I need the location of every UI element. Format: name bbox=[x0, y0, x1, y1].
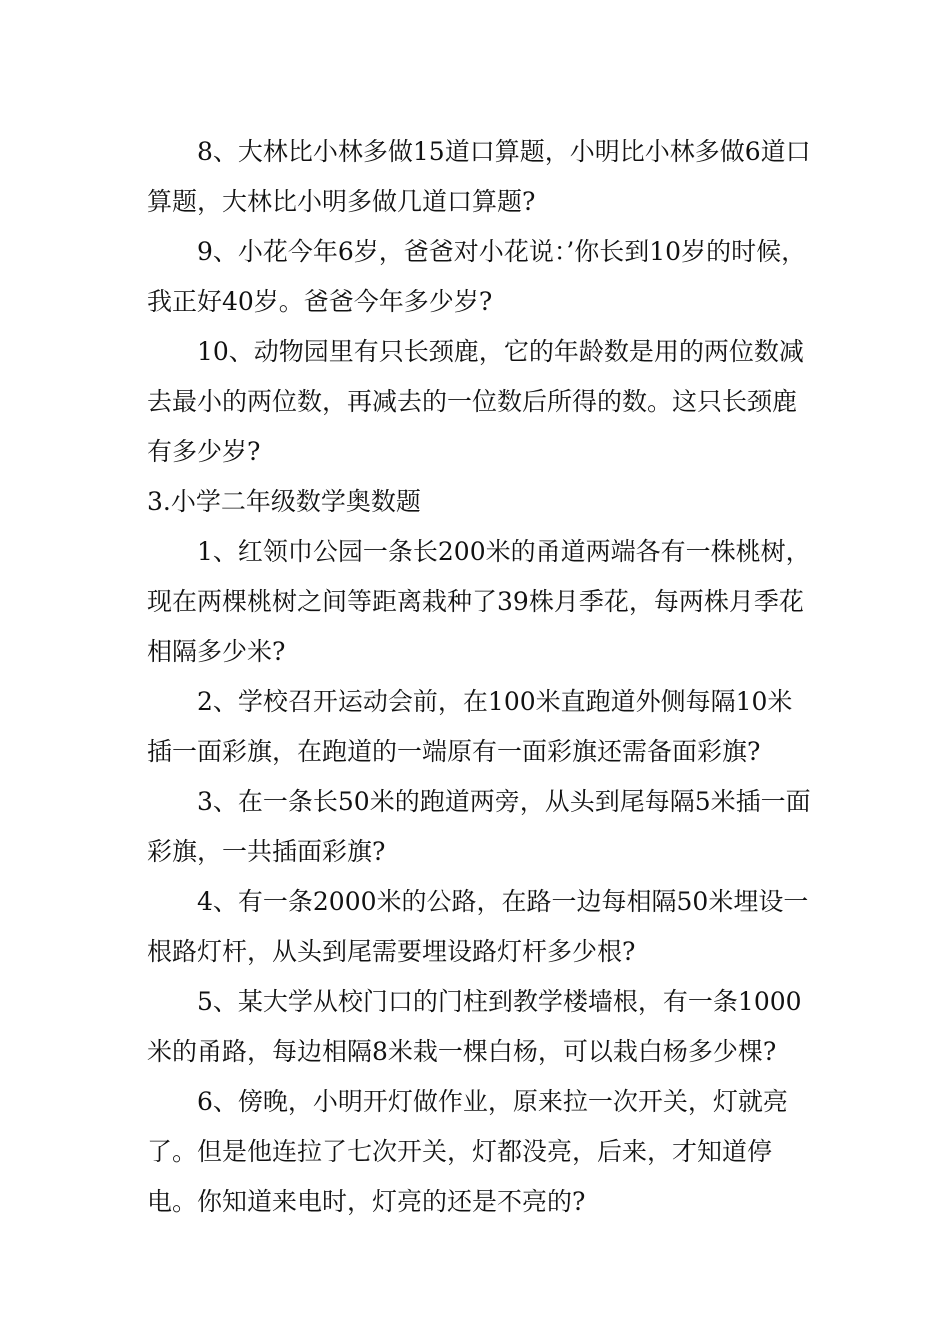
section3-question-2-paragraph: 2、学校召开运动会前，在100米直跑道外侧每隔10米插一面彩旗，在跑道的一端原有一面彩旗还需备面彩旗? bbox=[147, 687, 793, 766]
section-heading: 3.小学二年级数学奥数题 bbox=[147, 487, 421, 516]
section3-question-5-paragraph: 5、某大学从校门口的门柱到教学楼墙根，有一条1000米的甬路，每边相隔8米栽一棵白杨，可以栽白杨多少棵? bbox=[147, 987, 802, 1066]
question-10-paragraph: 10、动物园里有只长颈鹿，它的年龄数是用的两位数减去最小的两位数，再减去的一位数后所得的数。这只长颈鹿有多少岁? bbox=[147, 337, 804, 466]
question-8-paragraph: 8、大林比小林多做15道口算题，小明比小林多做6道口算题，大林比小明多做几道口算题? bbox=[147, 137, 811, 216]
section3-question-1-paragraph: 1、红领巾公园一条长200米的甬道两端各有一株桃树，现在两棵桃树之间等距离栽种了39株月季花，每两株月季花相隔多少米? bbox=[147, 537, 811, 666]
question-9-paragraph: 9、小花今年6岁，爸爸对小花说：’你长到10岁的时候，我正好40岁。爸爸今年多少岁? bbox=[147, 237, 807, 316]
section3-question-3-paragraph: 3、在一条长50米的跑道两旁，从头到尾每隔5米插一面彩旗，一共插面彩旗? bbox=[147, 787, 811, 866]
section3-question-6-paragraph: 6、傍晚，小明开灯做作业，原来拉一次开关，灯就亮了。但是他连拉了七次开关，灯都没亮，后来，才知道停电。你知道来电时，灯亮的还是不亮的? bbox=[147, 1087, 788, 1216]
section3-question-4-paragraph: 4、有一条2000米的公路，在路一边每相隔50米埋设一根路灯杆，从头到尾需要埋设路灯杆多少根? bbox=[147, 887, 809, 966]
document-body bbox=[147, 127, 812, 1227]
